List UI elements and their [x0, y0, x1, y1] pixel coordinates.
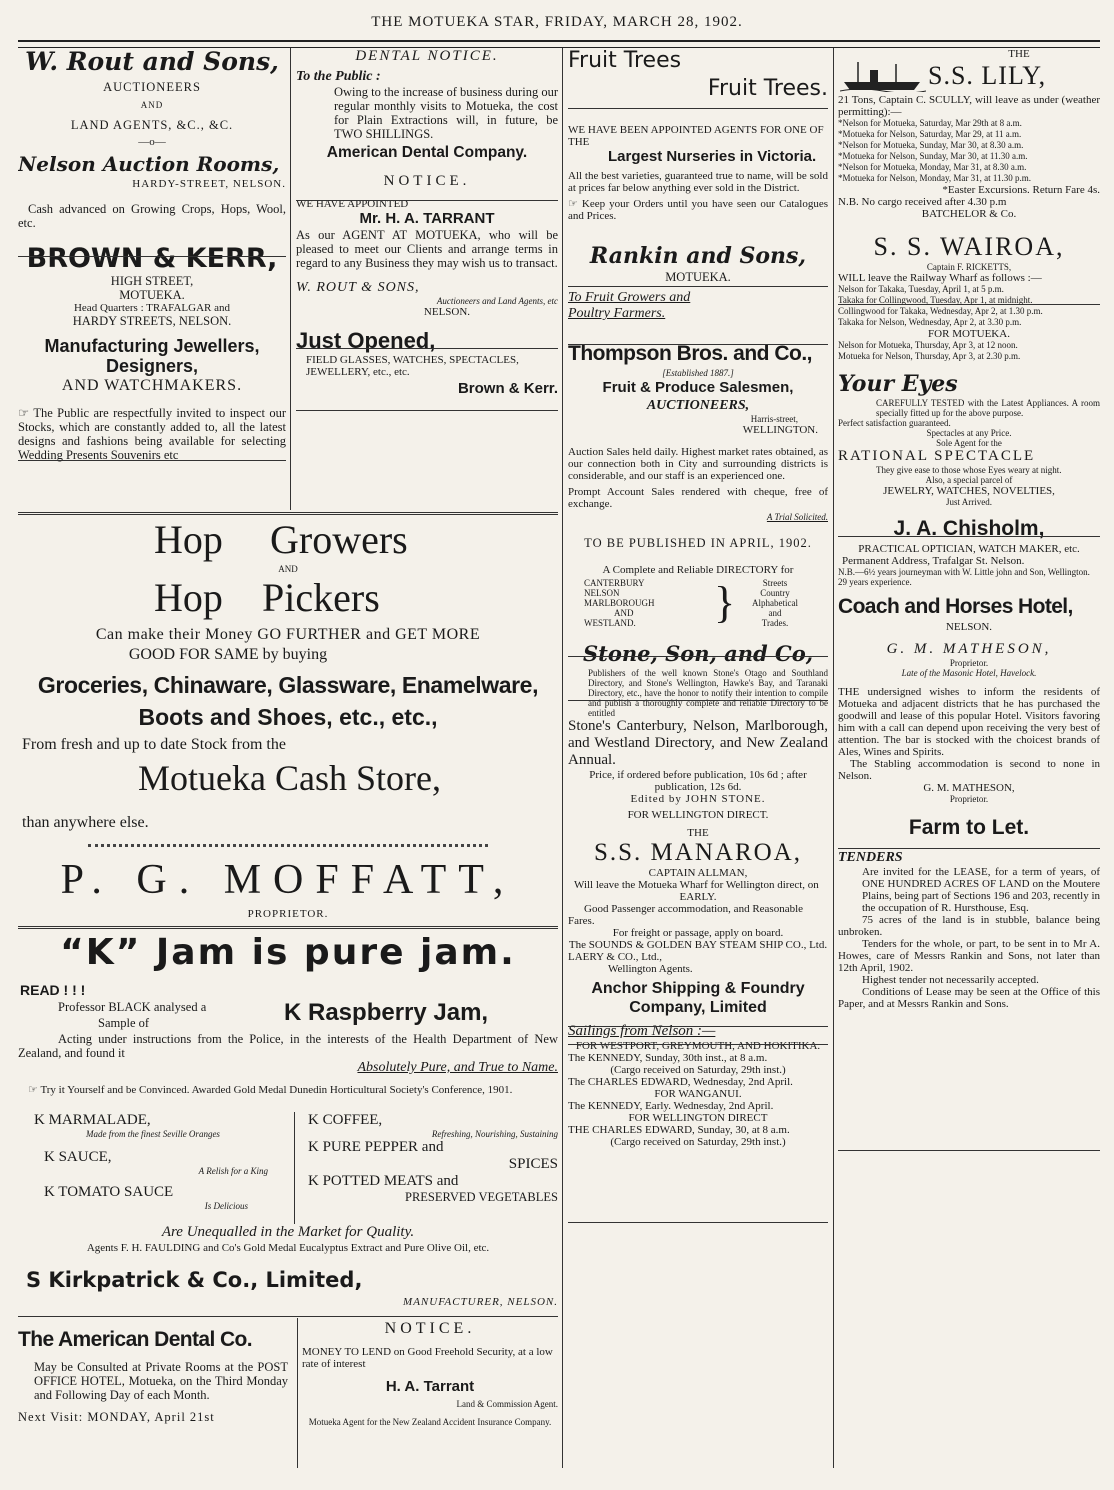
appointed: WE HAVE APPOINTED: [296, 198, 409, 210]
kennedy-2: The KENNEDY, Early. Wednesday, 2nd April.: [568, 1100, 774, 1112]
permanent-address: Permanent Address, Trafalgar St. Nelson.: [842, 555, 1025, 567]
westport: FOR WESTPORT, GREYMOUTH, AND HOKITIKA.: [575, 1040, 821, 1052]
notice2-agent: Motueka Agent for the New Zealand Accident Insurance Company.: [308, 1417, 552, 1427]
fruit-trees-2: Fruit Trees.: [707, 76, 828, 101]
for-wanganui: FOR WANGANUI.: [654, 1088, 742, 1100]
mj-line-2: Designers,: [105, 356, 199, 376]
col-divider-bottom: [297, 1318, 298, 1468]
moffatt-proprietor: PROPRIETOR.: [247, 908, 329, 920]
wairoa-intro: WILL leave the Railway Wharf as follows :—: [838, 272, 1042, 284]
col-divider-1: [290, 48, 291, 510]
brace-icon: }: [714, 578, 736, 627]
charles-2: THE CHARLES EDWARD, Sunday, 30, at 8 a.m.: [568, 1124, 790, 1136]
k-jam-title: “K” Jam is pure jam.: [60, 932, 516, 973]
hop-1: Hop: [154, 518, 223, 562]
manufacturer: MANUFACTURER, NELSON.: [403, 1296, 558, 1308]
cargo-1: (Cargo received on Saturday, 29th inst.): [610, 1064, 786, 1076]
rule: [568, 1222, 828, 1223]
rule: [18, 460, 286, 461]
k-tomato-sub: Is Delicious: [204, 1201, 248, 1211]
motueka-sailing: Motueka for Nelson, Thursday, Apr 3, at 2.30 p.m.: [838, 351, 1021, 361]
lily-sailing: *Motueka for Nelson, Saturday, Mar 29, at 11 a.m.: [838, 129, 1022, 139]
bk-line-3: Head Quarters : TRAFALGAR and: [73, 302, 230, 314]
k-coffee-sub: Refreshing, Nourishing, Sustaining: [431, 1129, 558, 1139]
masthead: THE MOTUEKA STAR, FRIDAY, MARCH 28, 1902.: [371, 14, 743, 30]
sailings: Sailings from Nelson :—: [568, 1023, 716, 1039]
coach-horses: Coach and Horses Hotel,: [838, 595, 1073, 618]
established: [Established 1887.]: [662, 368, 734, 378]
matheson-sig-prop: Proprietor.: [949, 794, 989, 804]
rule: [568, 108, 828, 109]
stone-son: Stone, Son, and Co,: [582, 641, 814, 666]
steamship-icon: [840, 60, 926, 92]
tarrant-name: Mr. H. A. TARRANT: [359, 210, 495, 227]
k-pepper: K PURE PEPPER and: [308, 1139, 444, 1155]
acres: 75 acres of the land is in stubble, balance being unbroken.: [838, 914, 1100, 938]
rout-line-2: AND: [140, 100, 164, 110]
k-spices: SPICES: [508, 1156, 558, 1172]
anchor-shipping: Anchor Shipping & Foundry Company, Limited: [591, 980, 805, 1016]
mj-body-text: The Public are respectfully invited to inspect our Stocks, which are constantly added to, all the latest designs and fashions being available for selecting Wedding Presents Souvenirs etc: [18, 406, 286, 462]
motueka-sailing: Nelson for Motueka, Thursday, Apr 3, at 12 noon.: [838, 340, 1018, 350]
motueka-cash-store: Motueka Cash Store,: [138, 758, 441, 798]
sole-agent: Sole Agent for the: [936, 438, 1002, 448]
dental-body: Owing to the increase of business during our regular monthly visits to Motueka, the cost for Plain Extractions will, in future, be TWO SHILLINGS.: [334, 85, 558, 141]
rule: [18, 256, 286, 257]
column-3: [568, 48, 828, 1470]
faulding-agents: Agents F. H. FAULDING and Co's Gold Medal Eucalyptus Extract and Pure Olive Oil, etc.: [86, 1242, 490, 1254]
harris-street: Harris-street,: [750, 414, 798, 424]
stone-price: Price, if ordered before publication, 10s 6d ; after publication, 12s 6d.: [589, 769, 807, 793]
notice-title: NOTICE.: [383, 173, 471, 189]
american-dental-title: The American Dental Co.: [18, 1328, 252, 1351]
just-opened-body: FIELD GLASSES, WATCHES, SPECTACLES, JEWELLERY, etc., etc.: [306, 354, 519, 378]
rule: [568, 656, 828, 657]
chisholm-nb: N.B.—6½ years journeyman with W. Little john and Son, Wellington. 29 years experience.: [838, 567, 1090, 587]
lily-header: [838, 60, 1100, 94]
trial-solicited: A Trial Solicited.: [766, 512, 828, 522]
boots-line: Boots and Shoes, etc., etc.,: [138, 704, 438, 730]
fruit-produce: Fruit & Produce Salesmen,: [602, 379, 794, 396]
mj-line-3: AND WATCHMAKERS.: [61, 377, 243, 394]
mj-body: [18, 406, 286, 462]
content: Alphabetical: [752, 598, 798, 608]
wairoa-sailing: Collingwood for Takaka, Wednesday, Apr 2, at 1.30 p.m.: [838, 306, 1043, 316]
k-coffee: K COFFEE,: [308, 1112, 383, 1128]
no-cargo: N.B. No cargo received after 4.30 p.m: [838, 196, 1007, 208]
rout-separator: —o—: [138, 136, 166, 148]
rule: [838, 848, 1100, 849]
pointing-hand-icon: ☞: [28, 1084, 38, 1096]
wellington: WELLINGTON.: [742, 424, 818, 436]
for-wellington-direct: FOR WELLINGTON DIRECT.: [627, 809, 769, 821]
rout-line-1: AUCTIONEERS: [103, 80, 201, 94]
rule: [296, 200, 558, 201]
bk-line-1: HIGH STREET,: [110, 274, 194, 288]
tarrant-body: As our AGENT AT MOTUEKA, who will be pleased to meet our Clients and arrange terms in regard to any Business they may wish us to transact.: [296, 228, 558, 270]
unequalled: Are Unequalled in the Market for Quality.: [161, 1224, 415, 1240]
kirkpatrick: S Kirkpatrick & Co., Limited,: [26, 1268, 363, 1292]
k-sauce: K SAUCE,: [44, 1149, 112, 1165]
jewelry-watches: JEWELRY, WATCHES, NOVELTIES,: [883, 485, 1055, 497]
coach-nelson: NELSON.: [945, 621, 993, 633]
matheson-proprietor: Proprietor.: [949, 658, 989, 668]
lily-sailing: *Nelson for Motueka, Monday, Mar 31, at 8.30 a.m.: [838, 162, 1027, 172]
batchelor: BATCHELOR & Co.: [921, 208, 1017, 220]
directory: A Complete and Reliable DIRECTORY for: [602, 564, 794, 576]
also-special: Also, a special parcel of: [925, 475, 1013, 485]
rule: [296, 348, 558, 349]
prompt-sales: Prompt Account Sales rendered with cheque, free of exchange.: [568, 486, 828, 510]
highest-tender: Highest tender not necessarily accepted.: [862, 974, 1039, 986]
k-potted: K POTTED MEATS and: [308, 1173, 459, 1189]
acting-body: Acting under instructions from the Police, in the interests of the Health Department of New Zealand, and found it: [18, 1032, 558, 1060]
manaroa-early: EARLY.: [679, 891, 717, 903]
lily-sailing: *Nelson for Motueka, Saturday, Mar 29th at 8 a.m.: [838, 118, 1022, 128]
moffatt: P. G. MOFFATT,: [60, 857, 516, 903]
manaroa-passenger: Good Passenger accommodation, and Reasonable Fares.: [568, 903, 804, 927]
k-marmalade-sub: Made from the finest Seville Oranges: [86, 1129, 220, 1139]
pointing-hand-icon: ☞: [18, 406, 30, 420]
practical-optician: PRACTICAL OPTICIAN, WATCH MAKER, etc.: [858, 543, 1080, 555]
american-dental-company: American Dental Company.: [326, 144, 528, 161]
hop-2: Hop: [154, 575, 223, 620]
k-products-left: [18, 1112, 288, 1224]
region: NELSON: [584, 588, 620, 598]
hardy-street: HARDY-STREET, NELSON.: [132, 178, 286, 190]
keep-orders: [568, 198, 828, 222]
undersigned: THE undersigned wishes to inform the residents of Motueka and adjacent districts that he has purchased the goodwill and lease of this popular Hotel. Visitors favoring him with a call can depend upon receiving the very best of attention. The bar is stocked with the choicest brands of Ales, Wines and Spirits.: [838, 686, 1100, 758]
tenders: TENDERS: [838, 850, 903, 865]
manaroa-the: THE: [687, 827, 709, 839]
region: AND: [614, 608, 634, 618]
for-motueka: FOR MOTUEKA.: [928, 328, 1010, 340]
rule: [568, 1026, 828, 1027]
professor-line-1: Professor BLACK analysed a: [58, 1000, 207, 1014]
content: Streets: [762, 578, 788, 588]
than-anywhere: than anywhere else.: [22, 814, 149, 831]
k-preserved: PRESERVED VEGETABLES: [405, 1190, 558, 1204]
pickers: Pickers: [262, 575, 380, 620]
fruit-growers-2: Poultry Farmers.: [568, 306, 666, 321]
rule: [838, 536, 1100, 537]
k-raspberry-jam: K Raspberry Jam,: [284, 999, 489, 1026]
sounds-golden-bay: The SOUNDS & GOLDEN BAY STEAM SHIP CO., Ltd.: [568, 939, 828, 951]
manaroa-freight: For freight or passage, apply on board.: [612, 927, 784, 939]
region: MARLBOROUGH: [584, 598, 655, 608]
fruit-growers-1: To Fruit Growers and: [568, 290, 691, 305]
top-rule: [18, 40, 1100, 48]
content: Country: [760, 588, 790, 598]
motueka-schedule: [838, 340, 1100, 362]
manaroa-captain: CAPTAIN ALLMAN,: [648, 867, 748, 879]
hop-body-2: GOOD FOR SAME by buying: [128, 646, 328, 663]
notice2-title: NOTICE.: [384, 1320, 476, 1337]
notice2-land: Land & Commission Agent.: [456, 1399, 558, 1409]
matheson: G. M. MATHESON,: [886, 641, 1052, 657]
edited-by: Edited by JOHN STONE.: [630, 793, 766, 805]
col-divider-2: [562, 48, 563, 1468]
wairoa-captain: Captain F. RICKETTS,: [926, 262, 1012, 272]
cash-advanced: Cash advanced on Growing Crops, Hops, Wool, etc.: [18, 202, 286, 230]
rout-signature: W. ROUT & SONS,: [296, 280, 420, 295]
stone-publishers: Publishers of the well known Stone's Otago and Southland Directory, and Stone's Wellington, Hawke's Bay, and Taranaki Directory, etc., have the honor to notify their intention to compile and publish a thoroughly complete and reliable Directory to be entitled: [588, 668, 828, 718]
wairoa-sailing: Nelson for Takaka, Tuesday, April 1, at 5 p.m.: [838, 284, 1004, 294]
section-rule: [18, 1316, 558, 1317]
directory-contents: [730, 578, 820, 628]
pointing-hand-icon: ☞: [568, 198, 578, 210]
region: CANTERBURY: [584, 578, 645, 588]
col-divider-3: [833, 48, 834, 1468]
spectacles-price: Spectacles at any Price.: [926, 428, 1012, 438]
manaroa-leave: Will leave the Motueka Wharf for Wellington direct, on: [574, 879, 819, 891]
just-opened: Just Opened,: [296, 328, 436, 353]
your-eyes: Your Eyes: [838, 371, 958, 397]
wairoa-schedule: [838, 284, 1100, 328]
lily-intro: 21 Tons, Captain C. SCULLY, will leave as under (weather permitting):—: [838, 94, 1100, 118]
to-be-published: TO BE PUBLISHED IN APRIL, 1902.: [584, 536, 812, 550]
directory-table: [568, 578, 828, 636]
notice2-body: MONEY TO LEND on Good Freehold Security, at a low rate of interest: [302, 1346, 553, 1370]
give-ease: They give ease to those whose Eyes weary at night.: [876, 465, 1062, 475]
k-sauce-sub: A Relish for a King: [198, 1166, 268, 1176]
largest-nurseries: Largest Nurseries in Victoria.: [608, 148, 817, 165]
from-fresh: From fresh and up to date Stock from the: [22, 736, 286, 753]
auctioneers: AUCTIONEERS,: [646, 398, 750, 413]
rule: [296, 410, 558, 411]
rational-spectacle: RATIONAL SPECTACLE: [838, 448, 1036, 464]
just-opened-signature: Brown & Kerr.: [457, 380, 558, 397]
american-dental-ad: [18, 1320, 294, 1470]
lily-title: S.S. LILY,: [928, 61, 1047, 90]
read: READ ! ! !: [20, 982, 86, 998]
rule: [568, 700, 828, 701]
brown-kerr-title: BROWN & KERR,: [26, 243, 278, 274]
tenders-whole: Tenders for the whole, or part, to be sent in to Mr A. Howes, care of Messrs Rankin and Sons, not later than 12th April, 1902.: [838, 938, 1100, 974]
rankin-sons: Rankin and Sons,: [589, 243, 807, 269]
tarrant-notice: [302, 1320, 558, 1470]
k-marmalade: K MARMALADE,: [34, 1112, 151, 1128]
manaroa: S.S. MANAROA,: [594, 839, 802, 866]
content: Trades.: [761, 618, 789, 628]
rout-signature-city: NELSON.: [423, 306, 471, 318]
wairoa-sailing: Takaka for Nelson, Wednesday, Apr 2, at 3.30 p.m.: [838, 317, 1022, 327]
directory-regions: [584, 578, 714, 628]
late-masonic: Late of the Masonic Hotel, Havelock.: [901, 668, 1037, 678]
professor-line-2: Sample of: [98, 1016, 150, 1030]
thompson-bros: Thompson Bros. and Co.,: [568, 342, 812, 365]
dental-notice-title: DENTAL NOTICE.: [355, 48, 499, 64]
lily-sailing: *Motueka for Nelson, Sunday, Mar 30, at 11.30 a.m.: [838, 151, 1028, 161]
rout-title: W. Rout and Sons,: [25, 48, 279, 76]
farm-to-let: Farm to Let.: [908, 816, 1030, 839]
column-4: [838, 48, 1100, 1470]
groceries-line: Groceries, Chinaware, Glassware, Enamelware,: [37, 672, 539, 698]
perfect-satisfaction: Perfect satisfaction guaranteed.: [838, 418, 951, 428]
lily-sailing: *Nelson for Motueka, Sunday, Mar 30, at 8.30 a.m.: [838, 140, 1024, 150]
tenders-invited: Are invited for the LEASE, for a term of years, of ONE HUNDRED ACRES OF LAND on the Moutere Plains, being part of Sections 196 and 203, recently in the occupation of R. Hursthouse, Esq.: [862, 866, 1100, 914]
varieties: All the best varieties, guaranteed true to name, will be sold at prices far below anything ever sold in the District.: [568, 170, 828, 194]
growers: Growers: [270, 518, 408, 562]
rankin-motueka: MOTUEKA.: [665, 270, 731, 284]
hop-body-1: Can make their Money GO FURTHER and GET MORE: [95, 626, 481, 643]
conditions: Conditions of Lease may be seen at the Office of this Paper, and at Messrs Rankin and Sons.: [838, 986, 1100, 1010]
auction-sales: Auction Sales held daily. Highest market rates obtained, as our connection both in City and surrounding districts is considerable, and our staff is an experienced one.: [568, 446, 828, 482]
easter: *Easter Excursions. Return Fare 4s.: [942, 184, 1100, 196]
lily-sailing: *Motueka for Nelson, Monday, Mar 31, at 11.30 p.m.: [838, 173, 1032, 183]
wairoa-title: S. S. WAIROA,: [873, 232, 1065, 261]
stones-title: Stone's Canterbury, Nelson, Marlborough, and Westland Directory, and New Zealand Annual.: [568, 718, 828, 768]
bk-line-4: HARDY STREETS, NELSON.: [72, 314, 232, 328]
cargo-2: (Cargo received on Saturday, 29th inst.): [610, 1136, 786, 1148]
region: WESTLAND.: [584, 618, 636, 628]
column-2: [296, 48, 558, 510]
carefully-tested: CAREFULLY TESTED with the Latest Appliances. A room specially fitted up for the above purpose.: [876, 398, 1100, 418]
content: and: [768, 608, 782, 618]
matheson-sig: G. M. MATHESON,: [923, 782, 1015, 794]
for-wellington-direct-2: FOR WELLINGTON DIRECT: [628, 1112, 768, 1124]
auction-rooms: Nelson Auction Rooms,: [18, 152, 280, 176]
rule: [568, 344, 828, 345]
wairoa-sailing: Takaka for Collingwood, Tuesday, Apr 1, at midnight.: [838, 295, 1033, 305]
lily-the: THE: [1008, 48, 1030, 60]
absolutely-pure: Absolutely Pure, and True to Name.: [357, 1060, 558, 1075]
next-visit: Next Visit: MONDAY, April 21st: [18, 1410, 215, 1424]
to-public: To the Public :: [296, 69, 381, 84]
wellington-agents: Wellington Agents.: [608, 963, 693, 975]
bk-line-2: MOTUEKA.: [119, 288, 185, 302]
rout-line-3: LAND AGENTS, &C., &C.: [70, 118, 234, 132]
keep-orders-text: Keep your Orders until you have seen our Catalogues and Prices.: [568, 198, 828, 222]
k-tomato-sauce: K TOMATO SAUCE: [44, 1184, 174, 1200]
hop-and: AND: [278, 564, 298, 574]
rule: [838, 304, 1100, 305]
k-products-divider: [294, 1112, 295, 1224]
notice2-name: H. A. Tarrant: [385, 1378, 475, 1395]
hop-growers-ad: [18, 518, 558, 928]
section-rule: [18, 926, 558, 929]
charles-1: The CHARLES EDWARD, Wednesday, 2nd April.: [568, 1076, 793, 1088]
k-jam-ad: [18, 930, 558, 1316]
appointed-agents: WE HAVE BEEN APPOINTED AGENTS FOR ONE OF THE: [568, 124, 824, 148]
mj-line-1: Manufacturing Jewellers,: [44, 336, 260, 356]
try-it: [28, 1084, 548, 1096]
rule: [568, 286, 828, 287]
rule: [568, 1044, 828, 1045]
american-dental-body: May be Consulted at Private Rooms at the POST OFFICE HOTEL, Motueka, on the Third Monday and Following Day of each Month.: [34, 1360, 288, 1402]
rule: [838, 1150, 1100, 1151]
just-arrived: Just Arrived.: [946, 497, 992, 507]
kennedy-1: The KENNEDY, Sunday, 30th inst., at 8 a.m.: [568, 1052, 768, 1064]
column-1: [18, 48, 286, 510]
lily-schedule: [838, 118, 1100, 184]
chisholm: J. A. Chisholm,: [893, 517, 1045, 540]
fruit-trees-1: Fruit Trees: [568, 48, 682, 73]
k-products-right: [308, 1112, 558, 1224]
rout-signature-sub: Auctioneers and Land Agents, etc: [436, 296, 558, 306]
laery: LAERY & CO., Ltd.,: [568, 951, 663, 963]
section-rule: [18, 512, 558, 515]
stabling: The Stabling accommodation is second to none in Nelson.: [838, 758, 1100, 782]
ornament-rule: [88, 844, 488, 847]
try-it-text: Try it Yourself and be Convinced. Awarded Gold Medal Dunedin Horticultural Society's Conference, 1901.: [40, 1084, 513, 1096]
